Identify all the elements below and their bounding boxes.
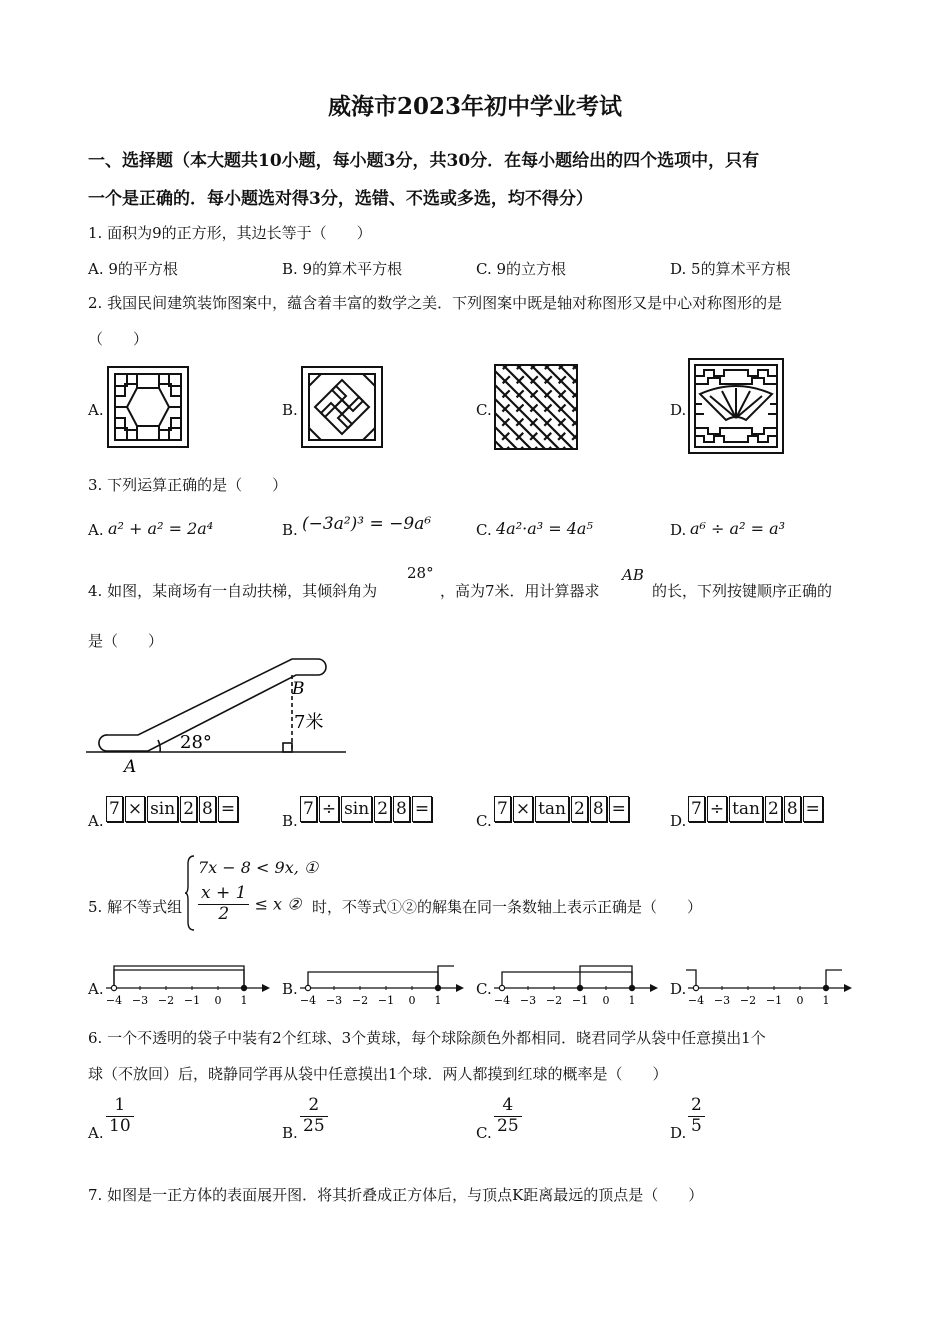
q5-number-line-a (104, 958, 276, 1010)
number-line-tick-label: −2 (351, 994, 369, 1007)
q6-option-d (688, 1096, 705, 1136)
calculator-key: × (125, 796, 145, 822)
q5-number-line-b (298, 958, 470, 1010)
q3-option-c: 4a²·a³ = 4a⁵ (496, 519, 593, 538)
number-line-tick-label: 0 (214, 994, 222, 1007)
q4-option-c-label: C. (476, 812, 492, 830)
number-line-tick-label: −3 (131, 994, 149, 1007)
q5-number-line-d (686, 958, 858, 1010)
q5-stem-part2: 时，不等式①②的解集在同一条数轴上表示正确是（ ） (312, 898, 703, 916)
calculator-key: ÷ (319, 796, 339, 822)
number-line-tick-label: 0 (602, 994, 610, 1007)
q2-pattern-c (494, 364, 578, 450)
calculator-key: tan (535, 796, 569, 822)
q7-stem: 7. 如图是一正方体的表面展开图．将其折叠成正方体后，与顶点K距离最远的顶点是（ ） (88, 1186, 704, 1204)
q5-inequality-2 (198, 884, 302, 924)
q6-option-d-label: D. (670, 1124, 687, 1142)
number-line-tick-label: −4 (105, 994, 123, 1007)
q6-option-c (494, 1096, 522, 1136)
q2-pattern-d (688, 358, 784, 454)
calculator-key: 7 (300, 796, 317, 822)
q5-inequality-2-fraction (198, 884, 249, 924)
q4-segment-ab: AB (622, 566, 644, 584)
calculator-key: 2 (571, 796, 588, 822)
number-line-tick-label: −3 (325, 994, 343, 1007)
q2-pattern-a (107, 366, 189, 448)
q1-stem: 1. 面积为9的正方形，其边长等于（ ） (88, 224, 372, 242)
q6-option-c-den: 25 (497, 1115, 519, 1136)
number-line-tick-label: −4 (687, 994, 705, 1007)
q5-inequality-1: 7x − 8 < 9x, ① (198, 858, 319, 877)
q5-stem-part1: 5. 解不等式组 (88, 898, 183, 916)
q2-option-a-label: A. (88, 401, 104, 419)
calculator-key: sin (147, 796, 178, 822)
number-line-tick-label: 1 (822, 994, 830, 1007)
q3-stem: 3. 下列运算正确的是（ ） (88, 476, 288, 494)
q6-option-c-num: 4 (494, 1096, 522, 1117)
number-line-tick-label: 0 (796, 994, 804, 1007)
q1-option-c: C. 9的立方根 (476, 260, 567, 278)
q4-option-a-keys (106, 796, 238, 822)
calculator-key: 2 (180, 796, 197, 822)
calculator-key: 2 (765, 796, 782, 822)
q4-figure-point-a: A (124, 757, 137, 776)
calculator-key: tan (729, 796, 763, 822)
q3-option-a: a² + a² = 2a⁴ (108, 519, 214, 538)
number-line-tick-label: −2 (545, 994, 563, 1007)
q4-option-d-label: D. (670, 812, 687, 830)
q6-option-c-label: C. (476, 1124, 492, 1142)
q5-option-a-label: A. (88, 980, 104, 998)
q5-option-b-label: B. (282, 980, 298, 998)
q1-option-b: B. 9的算术平方根 (282, 260, 403, 278)
number-line-tick-label: −2 (739, 994, 757, 1007)
calculator-key: 8 (393, 796, 410, 822)
q6-option-a-den: 10 (109, 1115, 131, 1136)
number-line-tick-label: −1 (183, 994, 201, 1007)
q6-stem-line1: 6. 一个不透明的袋子中装有2个红球、3个黄球，每个球除颜色外都相同．晓君同学从袋中任意摸出1个 (88, 1029, 766, 1047)
q5-option-d-label: D. (670, 980, 687, 998)
q3-option-d: a⁶ ÷ a² = a³ (690, 519, 786, 538)
number-line-tick-label: −2 (157, 994, 175, 1007)
calculator-key: = (218, 796, 238, 822)
number-line-tick-label: −1 (377, 994, 395, 1007)
q4-option-b-keys (300, 796, 432, 822)
q3-option-d-label: D. (670, 521, 687, 539)
q4-angle: 28° (407, 564, 434, 582)
q4-figure-height: 7米 (294, 712, 324, 733)
q2-option-d-label: D. (670, 401, 687, 419)
calculator-key: sin (341, 796, 372, 822)
number-line-tick-label: 1 (434, 994, 442, 1007)
number-line-tick-label: 1 (240, 994, 248, 1007)
q4-option-c-keys (494, 796, 629, 822)
q5-option-c-label: C. (476, 980, 492, 998)
q6-option-d-den: 5 (691, 1115, 702, 1136)
number-line-tick-label: 1 (628, 994, 636, 1007)
q2-stem-line1: 2. 我国民间建筑装饰图案中，蕴含着丰富的数学之美．下列图案中既是轴对称图形又是中心对称图形的是 (88, 294, 783, 312)
calculator-key: 2 (374, 796, 391, 822)
q6-option-a-num: 1 (106, 1096, 134, 1117)
q3-option-b: (−3a²)³ = −9a⁶ (302, 514, 432, 534)
q4-escalator-figure (86, 654, 356, 776)
q6-stem-line2: 球（不放回）后，晓静同学再从袋中任意摸出1个球．两人都摸到红球的概率是（ ） (88, 1065, 668, 1083)
q6-option-b-label: B. (282, 1124, 298, 1142)
q3-option-a-label: A. (88, 521, 104, 539)
number-line-tick-label: −1 (571, 994, 589, 1007)
q6-option-d-num: 2 (688, 1096, 705, 1117)
q3-option-b-label: B. (282, 521, 298, 539)
calculator-key: = (803, 796, 823, 822)
q6-option-a (106, 1096, 134, 1136)
calculator-key: 7 (494, 796, 511, 822)
number-line-tick-label: −1 (765, 994, 783, 1007)
q6-option-b (300, 1096, 328, 1136)
q4-stem-part1: 4. 如图，某商场有一自动扶梯，其倾斜角为 (88, 582, 378, 600)
q4-stem-part3: 的长，下列按键顺序正确的 (652, 582, 833, 600)
q4-option-d-keys (688, 796, 823, 822)
q5-inequality-2-num: x + 1 (198, 884, 249, 905)
page-title: 威海市2023年初中学业考试 (327, 93, 622, 120)
q4-option-b-label: B. (282, 812, 298, 830)
calculator-key: 8 (590, 796, 607, 822)
section-heading-line2: 一个是正确的．每小题选对得3分，选错、不选或多选，均不得分） (88, 189, 593, 209)
q6-option-a-label: A. (88, 1124, 104, 1142)
q4-figure-point-b: B (292, 679, 305, 699)
number-line-tick-label: 0 (408, 994, 416, 1007)
q4-stem-part2: ，高为7米．用计算器求 (440, 582, 600, 600)
calculator-key: × (513, 796, 533, 822)
calculator-key: 7 (106, 796, 123, 822)
calculator-key: 8 (784, 796, 801, 822)
section-heading-line1: 一、选择题（本大题共10小题，每小题3分，共30分．在每小题给出的四个选项中，只有 (88, 151, 760, 171)
q2-option-c-label: C. (476, 401, 492, 419)
number-line-tick-label: −3 (713, 994, 731, 1007)
number-line-tick-label: −3 (519, 994, 537, 1007)
calculator-key: ÷ (707, 796, 727, 822)
q2-stem-line2: （ ） (88, 330, 149, 348)
q5-inequality-2-rest: ≤ x ② (254, 894, 302, 914)
q5-number-line-c (492, 958, 664, 1010)
q5-brace (184, 854, 196, 932)
q2-option-b-label: B. (282, 401, 298, 419)
q3-option-c-label: C. (476, 521, 492, 539)
calculator-key: = (609, 796, 629, 822)
number-line-tick-label: −4 (493, 994, 511, 1007)
q4-figure-angle: 28° (180, 732, 212, 753)
q4-option-a-label: A. (88, 812, 104, 830)
calculator-key: 7 (688, 796, 705, 822)
calculator-key: = (412, 796, 432, 822)
q1-option-a: A. 9的平方根 (88, 260, 178, 278)
q2-pattern-b (301, 366, 383, 448)
number-line-tick-label: −4 (299, 994, 317, 1007)
calculator-key: 8 (199, 796, 216, 822)
q6-option-b-num: 2 (300, 1096, 328, 1117)
q1-option-d: D. 5的算术平方根 (670, 260, 791, 278)
q6-option-b-den: 25 (303, 1115, 325, 1136)
q4-stem-line2: 是（ ） (88, 632, 164, 650)
q5-inequality-2-den: 2 (218, 903, 230, 924)
